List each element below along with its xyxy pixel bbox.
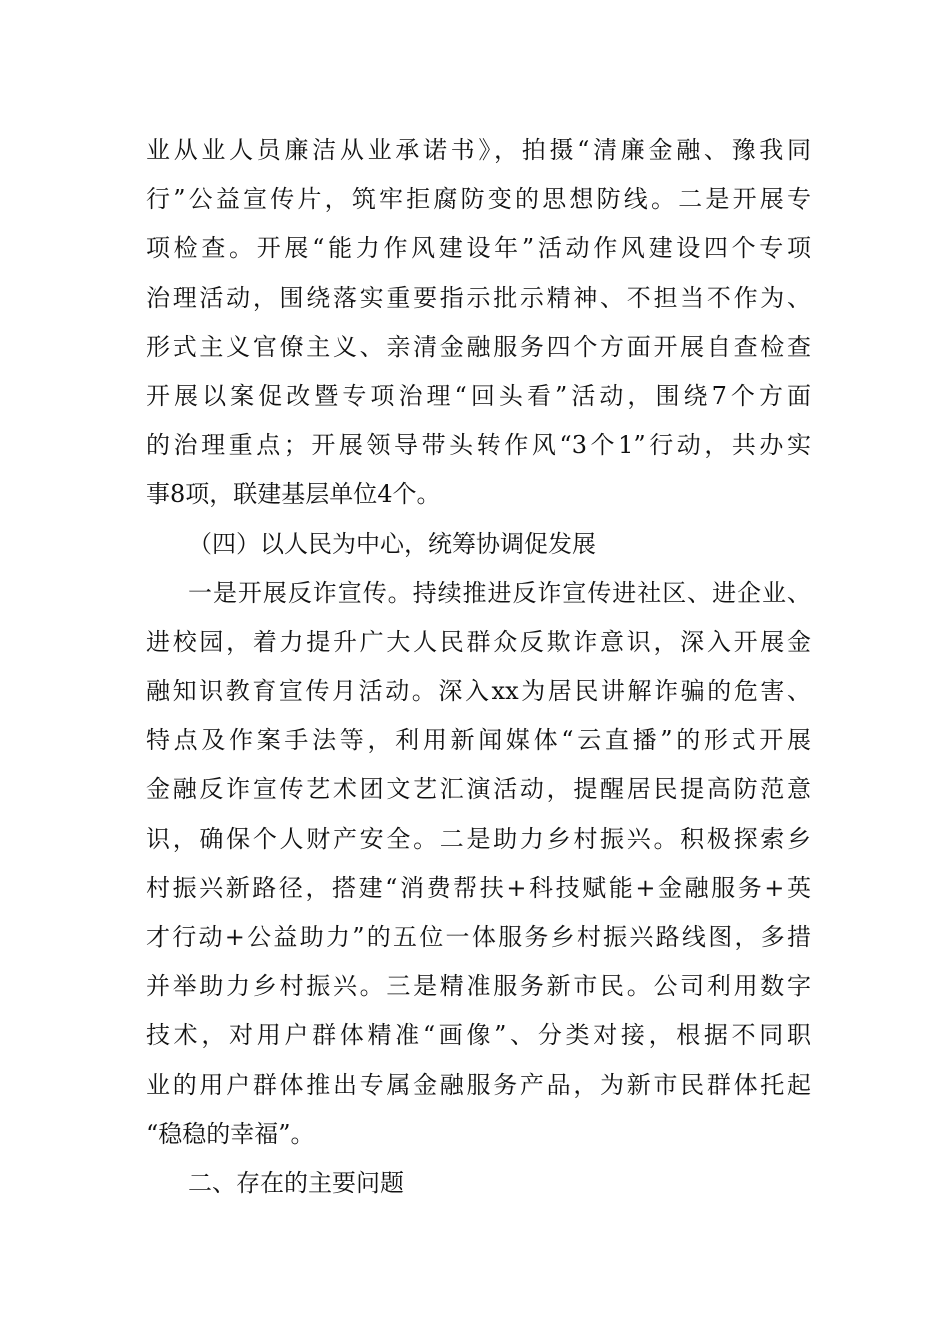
text-line: 进校园，着力提升广大人民群众反欺诈意识，深入开展金 [146,627,811,656]
text-line: 并举助力乡村振兴。三是精准服务新市民。公司利用数字 [146,972,811,1001]
text-line: 金融反诈宣传艺术团文艺汇演活动，提醒居民提高防范意 [146,775,811,804]
section-heading-4: （四）以人民为中心，统筹协调促发展 [188,529,596,558]
document-body [146,126,811,1208]
text-line: 治理活动，围绕落实重要指示批示精神、不担当不作为、 [146,283,811,312]
text-line: 业的用户群体推出专属金融服务产品，为新市民群体托起 [146,1070,811,1099]
text-line: 一是开展反诈宣传。持续推进反诈宣传进社区、进企业、 [188,578,811,607]
text-line: 才行动+公益助力”的五位一体服务乡村振兴路线图，多措 [146,923,811,951]
text-line: 融知识教育宣传月活动。深入xx为居民讲解诈骗的危害、 [146,677,811,706]
text-line: 行”公益宣传片，筑牢拒腐防变的思想防线。二是开展专 [146,185,811,214]
text-line: 项检查。开展“能力作风建设年”活动作风建设四个专项 [146,234,811,263]
text-line: 识，确保个人财产安全。二是助力乡村振兴。积极探索乡 [146,824,811,853]
text-line: 技术，对用户群体精准“画像”、分类对接，根据不同职 [146,1021,811,1050]
text-line: 业从业人员廉洁从业承诺书》，拍摄“清廉金融、豫我同 [146,136,811,164]
text-line: 形式主义官僚主义、亲清金融服务四个方面开展自查检查 [146,332,811,361]
text-line: 村振兴新路径，搭建“消费帮扶+科技赋能+金融服务+英 [146,873,811,902]
text-line: 开展以案促改暨专项治理“回头看”活动，围绕7个方面 [146,381,811,410]
text-line: 事8项，联建基层单位4个。 [146,480,441,509]
text-line: 特点及作案手法等，利用新闻媒体“云直播”的形式开展 [146,726,811,755]
text-line: 的治理重点；开展领导带头转作风“3个1”行动，共办实 [146,431,811,460]
section-heading-2: 二、存在的主要问题 [188,1168,404,1197]
text-line: “稳稳的幸福”。 [146,1119,315,1148]
